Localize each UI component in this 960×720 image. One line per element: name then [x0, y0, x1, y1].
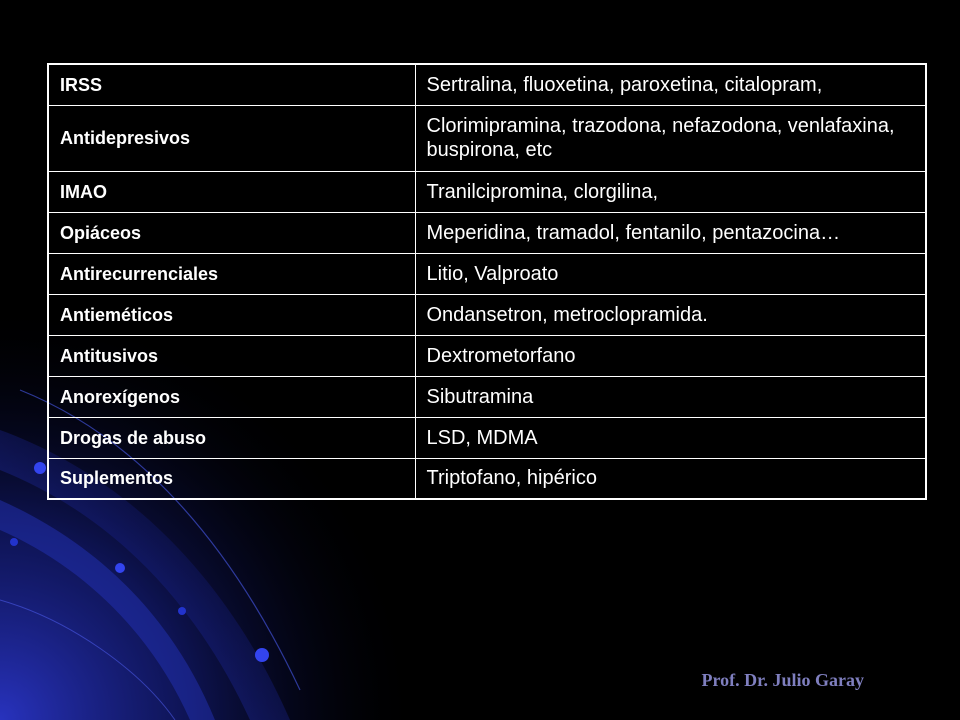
decor-dot [34, 462, 46, 474]
drug-class-cell: Antieméticos [48, 294, 415, 335]
author-credit: Prof. Dr. Julio Garay [701, 670, 864, 690]
drug-class-cell: IRSS [48, 64, 415, 105]
drug-list-cell: Tranilcipromina, clorgilina, [415, 171, 926, 212]
drug-list-cell: Triptofano, hipérico [415, 458, 926, 499]
table-row [48, 253, 926, 294]
drug-list-cell: LSD, MDMA [415, 417, 926, 458]
table-row [48, 294, 926, 335]
drug-list-cell: Sertralina, fluoxetina, paroxetina, citalopram, [415, 64, 926, 105]
table-row [48, 171, 926, 212]
table-row [48, 105, 926, 171]
table-row [48, 212, 926, 253]
table-row [48, 417, 926, 458]
drug-class-cell: Antitusivos [48, 335, 415, 376]
drug-list-cell: Litio, Valproato [415, 253, 926, 294]
drug-class-cell: Opiáceos [48, 212, 415, 253]
decor-dot [10, 538, 18, 546]
drug-class-table [47, 63, 927, 500]
drug-list-cell: Ondansetron, metroclopramida. [415, 294, 926, 335]
drug-class-cell: IMAO [48, 171, 415, 212]
drug-list-cell: Meperidina, tramadol, fentanilo, pentazocina… [415, 212, 926, 253]
drug-class-cell: Drogas de abuso [48, 417, 415, 458]
drug-list-cell: Sibutramina [415, 376, 926, 417]
table-row [48, 376, 926, 417]
decor-dot [178, 607, 186, 615]
decor-dot [115, 563, 125, 573]
drug-class-cell: Antidepresivos [48, 105, 415, 171]
drug-class-cell: Suplementos [48, 458, 415, 499]
drug-list-cell: Dextrometorfano [415, 335, 926, 376]
table-row [48, 64, 926, 105]
table-row [48, 335, 926, 376]
table-row [48, 458, 926, 499]
drug-class-cell: Antirecurrenciales [48, 253, 415, 294]
drug-class-cell: Anorexígenos [48, 376, 415, 417]
drug-list-cell: Clorimipramina, trazodona, nefazodona, venlafaxina, buspirona, etc [415, 105, 926, 171]
decor-dot [255, 648, 269, 662]
